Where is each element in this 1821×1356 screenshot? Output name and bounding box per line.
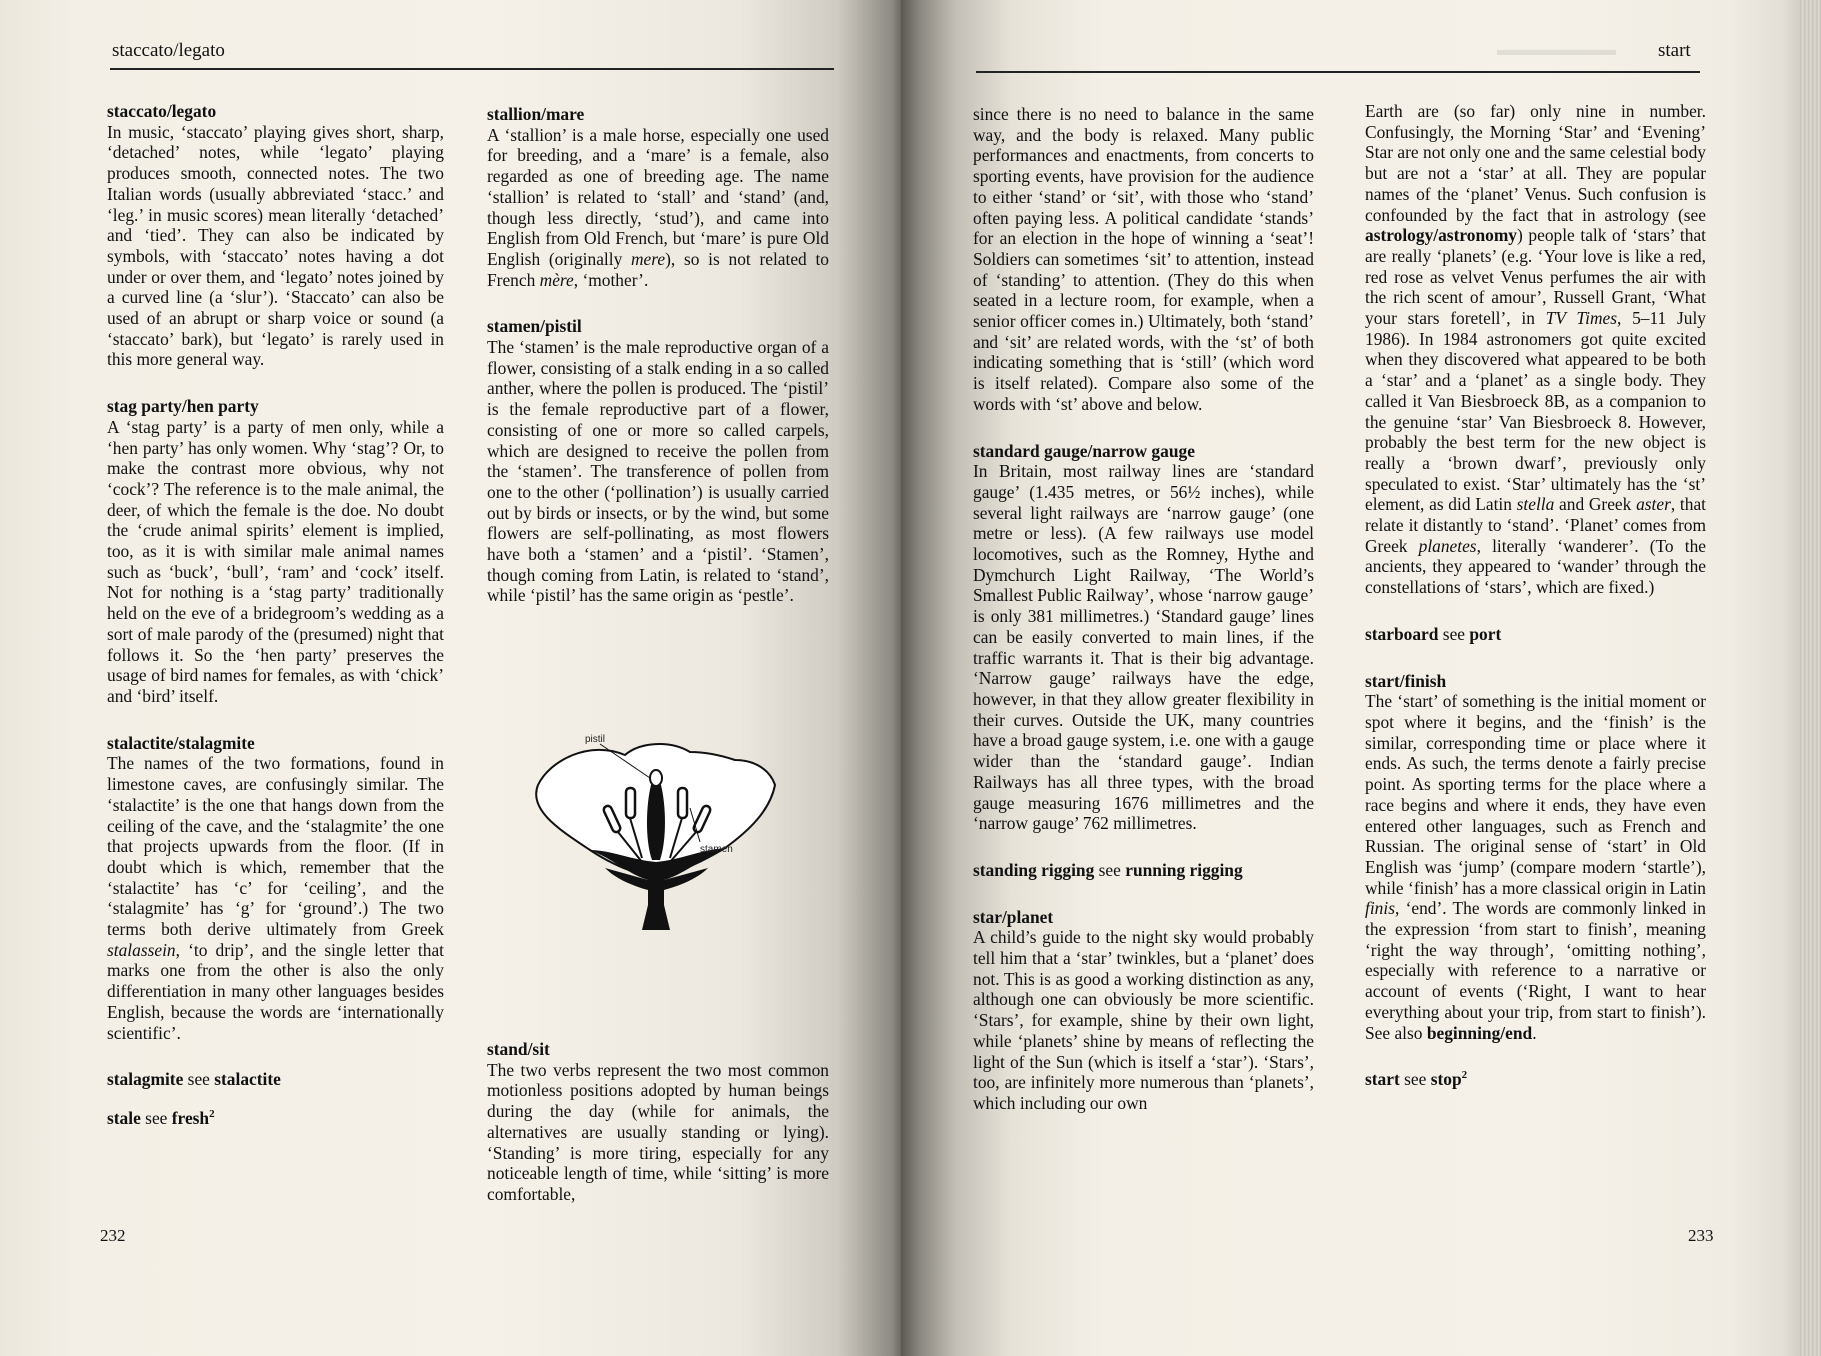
entry-stand-sit-continued <box>973 104 1314 415</box>
cross-reference: running rigging <box>1125 859 1243 880</box>
running-head-right: start <box>1658 40 1691 61</box>
headword: star/planet <box>973 906 1054 927</box>
right-page <box>901 0 1821 1356</box>
entry-text: The ‘start’ of something is the initial moment or spot where it begins, and the ‘finish’ is the similar, corresponding time or place where it ends. As such, the terms denote a fairly precise point. As sporting terms for the place where a race begins and where it ends, they have even entered other languages, such as French and Russian. The original sense of ‘start’ in Old English was ‘jump’ (compare modern ‘startle’), while ‘finish’ has a more classical origin in Latin finis, ‘end’. The words are commonly linked in the expression ‘from start to finish’, meaning ‘right the way through’, ‘omitting nothing’, especially with reference to a narrative or account of events (‘Right, I want to hear everything about your trip, from start to finish’). See also beginning/end. <box>1365 691 1706 1043</box>
entry-text: In music, ‘staccato’ playing gives short, sharp, ‘detached’ notes, while ‘legato’ playing produces smooth, connected notes. The two Italian words (usually abbreviated ‘stacc.’ and ‘leg.’ in music scores) mean literally ‘detached’ and ‘tied’. They can also be indicated by symbols, with ‘staccato’ notes having a dot under or over them, and ‘legato’ notes joined by a curved line (a ‘slur’). ‘Staccato’ can also be used of an abrupt or sharp voice or sound (a ‘staccato’ bark), but ‘legato’ is rarely used in this more general way. <box>107 121 444 370</box>
headword: stale <box>107 1107 141 1128</box>
cross-reference: port <box>1469 623 1502 644</box>
see-word: see <box>145 1107 168 1128</box>
page-edge <box>1799 0 1821 1356</box>
entry-standing-rigging <box>973 860 1314 881</box>
entry-stalagmite <box>107 1069 444 1090</box>
see-word: see <box>1442 623 1466 644</box>
entry-staccato-legato <box>107 101 444 370</box>
entry-text: The names of the two formations, found in limestone caves, are confusingly similar. The ‘stalactite’ is the one that hangs down from the ceiling of the cave, and the ‘stalagmite’ the one that projects upwards from the floor. (If in doubt which is which, remember that the ‘stalactite’ has ‘c’ for ‘ceiling’, and the ‘stalagmite’ has ‘g’ for ‘ground’.) The two terms both derive ultimately from Greek stalassein, ‘to drip’, and the single letter that marks one from the other is also the only differentiation in many other languages besides English, because the words are ‘internationally scientific’. <box>107 753 444 1043</box>
running-head-left: staccato/legato <box>112 40 225 61</box>
entry-text: The ‘stamen’ is the male reproductive organ of a flower, consisting of a stalk ending in a so called anther, where the pollen is produced. The ‘pistil’ is the female reproductive part of a flower, consisting of one or more so called carpels, which are designed to receive the pollen from the ‘stamen’. The transference of pollen from one to the other (‘pollination’) is usually carried out by birds or insects, or by the wind, but some flowers are self-pollinating, as most flowers have both a ‘stamen’ and a ‘pistil’. ‘Stamen’, though coming from Latin, is related to ‘stand’, while ‘pistil’ has the same origin as ‘pestle’. <box>487 337 829 606</box>
header-rule-left <box>110 68 834 70</box>
entry-stand-sit <box>487 1039 829 1205</box>
see-word: see <box>187 1069 210 1090</box>
headword: stand/sit <box>487 1039 550 1059</box>
headword: starboard <box>1365 623 1439 644</box>
entry-starboard <box>1365 624 1706 645</box>
headword: standing rigging <box>973 859 1095 880</box>
see-word: see <box>1404 1069 1427 1090</box>
headword: stallion/mare <box>487 104 585 124</box>
entry-text: A child’s guide to the night sky would probably tell him that a ‘star’ twinkles, but a ‘planet’ does not. This is as good a working distinction as any, although one can obviously be more scientific. ‘Stars’, for example, shine by their own light, while ‘planets’ shine by means of reflecting the light of the Sun (which is itself a ‘star’). ‘Stars’, too, are infinitely more numerous than ‘planets’, which including our own <box>973 927 1314 1113</box>
cross-reference: stalactite <box>214 1069 281 1090</box>
headword: staccato/legato <box>107 101 217 121</box>
entry-star-planet-continued <box>1365 101 1706 598</box>
headword: start/finish <box>1365 670 1447 691</box>
entry-stag-party <box>107 396 444 707</box>
entry-stallion-mare <box>487 104 829 290</box>
italic-word: stalassein <box>107 939 176 960</box>
entry-text: The two verbs represent the two most common motionless positions adopted by human beings during the day (while for animals, the alternatives are usually standing or lying). ‘Standing’ is more tiring, especially for any noticeable length of time, while ‘sitting’ is more comfortable, <box>487 1059 829 1204</box>
entry-standard-gauge <box>973 441 1314 834</box>
right-column-1 <box>973 104 1314 1140</box>
entry-text: In Britain, most railway lines are ‘standard gauge’ (1.435 metres, or 56½ inches), while several light railways are ‘narrow gauge’ (one metre or less). (A few railways use model locomotives, such as the Romney, Hythe and Dymchurch Light Railway, ‘The World’s Smallest Public Railway’, whose ‘narrow gauge’ is only 381 millimetres.) ‘Standard gauge’ lines can be easily converted to main lines, if the traffic warrants it. That is their big advantage. ‘Narrow gauge’ railways have the edge, however, in that they allow greater flexibility in their curves. Outside the UK, many countries have a broad gauge system, i.e. one with a gauge wider than the ‘standard gauge’. Indian Railways has all three types, with the broad gauge measuring 1676 millimetres and the ‘narrow gauge’ 762 millimetres. <box>973 461 1314 834</box>
pistil-label: pistil <box>585 734 606 745</box>
left-column-2 <box>487 104 829 632</box>
entry-start-finish <box>1365 671 1706 1044</box>
left-column-2-bottom <box>487 1039 829 1231</box>
see-word: see <box>1098 859 1121 880</box>
bleed-through: ▬▬▬▬▬▬▬ <box>1497 40 1616 59</box>
entry-star-planet <box>973 907 1314 1114</box>
stamen-label: stamen <box>700 844 733 855</box>
headword: standard gauge/narrow gauge <box>973 440 1195 461</box>
page-number-left: 232 <box>100 1226 126 1245</box>
entry-text: A ‘stag party’ is a party of men only, while a ‘hen party’ has only women. Why ‘stag’? Or, to make the contrast more obvious, why not ‘cock’? The reference is to the male animal, the deer, of which the female is the doe. No doubt the ‘crude animal spirits’ element is implied, too, as it is with similar male animal names such as ‘buck’, ‘bull’, ‘ram’ and ‘cock’ itself. Not for nothing is a ‘stag party’ traditionally held on the eve of a bridegroom’s wedding as a sort of male parody of the (presumed) night that follows it. So the ‘hen party’ preserves the usage of bird names for females, as with ‘chick’ and ‘bird’ itself. <box>107 416 444 706</box>
entry-stalactite <box>107 733 444 1044</box>
page-number-right: 233 <box>1688 1226 1714 1245</box>
entry-text: since there is no need to balance in the same way, and the body is relaxed. Many public performances and enactments, from concerts to sporting events, have provision for the audience to either ‘stand’ or ‘sit’, with those who ‘stand’ often paying less. A political candidate ‘stands’ for an election in the hope of winning a ‘seat’! Soldiers can sometimes ‘sit’ to attention, instead of ‘standing’ to attention. (They do this when seated in a lecture room, for example, when a senior officer comes in.) Ultimately, both ‘stand’ and ‘sit’ are related words, with the ‘st’ of both indicating something that is ‘still’ (which word is itself related). Compare also some of the words with ‘st’ above and below. <box>973 104 1314 414</box>
headword: stag party/hen party <box>107 396 259 417</box>
cross-reference: beginning/end <box>1426 1022 1533 1043</box>
cross-reference: fresh$^2$ <box>171 1107 215 1128</box>
entry-stale <box>107 1108 444 1129</box>
flower-diagram <box>530 730 780 955</box>
entry-text: A ‘stallion’ is a male horse, especially one used for breeding, and a ‘mare’ is a female, also regarded as one of breeding age. The name ‘stallion’ is related to ‘stall’ and ‘stand’ (and, though less directly, ‘stud’), and came into English from Old French, but ‘mare’ is pure Old English (originally mere), so is not related to French mère, ‘mother’. <box>487 124 829 290</box>
headword: stamen/pistil <box>487 316 582 337</box>
right-column-2 <box>1365 101 1706 1116</box>
cross-reference: astrology/astronomy <box>1365 225 1518 246</box>
left-page <box>0 0 901 1356</box>
left-column-1 <box>107 101 444 1155</box>
header-rule-right <box>976 71 1700 73</box>
headword: start <box>1365 1069 1400 1090</box>
headword: stalactite/stalagmite <box>107 732 255 753</box>
entry-stamen-pistil <box>487 316 829 606</box>
entry-start <box>1365 1069 1706 1090</box>
entry-text: Earth are (so far) only nine in number. Confusingly, the Morning ‘Star’ and ‘Evening’ Star are not only one and the same celestial body but are not a ‘star’ at all. They are popular names of the ‘planet’ Venus. Such confusion is confounded by the fact that in astrology (see astrology/astronomy) people talk of ‘stars’ that are really ‘planets’ (e.g. ‘Your love is like a red, red rose as velvet Venus perfumes the air with the rich scent of amour’, Russell Grant, ‘What your stars foretell’, in TV Times, 5–11 July 1986). In 1984 astronomers got quite excited when they discovered what appeared to be both a ‘star’ and a ‘planet’ as a single body. They called it Van Biesbroeck 8B, as a companion to the genuine ‘star’ Van Biesbroeck 8. However, probably the best term for the new object is really a ‘brown dwarf’, previously only speculated to exist. ‘Star’ ultimately has the ‘st’ element, as did Latin stella and Greek aster, that relate it distantly to ‘stand’. ‘Planet’ comes from Greek planetes, literally ‘wanderer’. (To the ancients, they appeared to ‘wander’ through the constellations of ‘stars’, which are fixed.) <box>1365 101 1706 598</box>
cross-reference: stop$^2$ <box>1430 1069 1468 1090</box>
headword: stalagmite <box>107 1069 184 1090</box>
